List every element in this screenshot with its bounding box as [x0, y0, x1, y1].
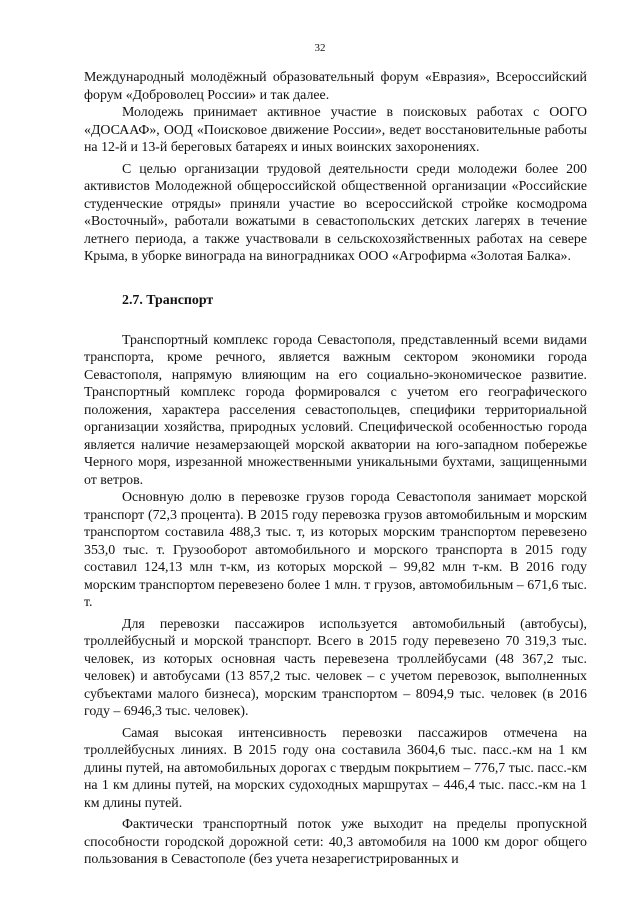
- paragraph: Фактически транспортный поток уже выходит на пределы пропускной способности городской дорожной сети: 40,3 автомобиля на 1000 км дорог общего пользования в Севастополе (без учета незарегистрированных и: [84, 817, 587, 867]
- paragraph: Транспортный комплекс города Севастополя, представленный всеми видами транспорта, кроме речного, является важным сектором экономики города Севастополя, напрямую влияющим на его социально-экономическое развитие. Транспортный комплекс города формировался с учетом его географического положения, характера расселения севастопольцев, специфики территориальной организации хозяйства, природных условий. Специфической особенностью города является наличие незамерзающей морской акватории на юго-западном побережье Черного моря, изрезанной множественными уникальными бухтами, защищенными от ветров.: [84, 332, 587, 488]
- paragraph: Международный молодёжный образовательный форум «Евразия», Всероссийский форум «Доброволец России» и так далее.: [84, 70, 587, 103]
- page-body: [84, 69, 587, 869]
- paragraph: Для перевозки пассажиров используется автомобильный (автобусы), троллейбусный и морской транспорт. Всего в 2015 году перевезено 70 319,3 тыс. человек, из которых основная часть перевезена троллейбусами (48 367,2 тыс. человек) и автобусами (13 857,2 тыс. человек – с учетом перевозок, выполненных субъектами малого бизнеса), морским транспортом – 8094,9 тыс. человек (в 2016 году – 6946,3 тыс. человек).: [84, 616, 587, 719]
- page-number: 32: [314, 42, 326, 54]
- paragraph: Самая высокая интенсивность перевозки пассажиров отмечена на троллейбусных линиях. В 2015 году она составила 3604,6 тыс. пасс.-км на 1 км длины путей, на автомобильных дорогах с твердым покрытием – 776,7 тыс. пасс.-км на 1 км длины путей, на морских судоходных маршрутах – 446,4 тыс. пасс.-км на 1 км длины путей.: [84, 725, 587, 811]
- paragraph: С целью организации трудовой деятельности среди молодежи более 200 активистов Молодежной общероссийской общественной организации «Российские студенческие отряды» приняли участие во всероссийской стройке космодрома «Восточный», работали вожатыми в севастопольских детских лагерях в течение летнего периода, а также участвовали в сельскохозяйственных работах на севере Крыма, в уборке винограда на виноградниках ООО «Агрофирма «Золотая Балка».: [84, 161, 587, 264]
- paragraph: Основную долю в перевозке грузов города Севастополя занимает морской транспорт (72,3 процента). В 2015 году перевозка грузов автомобильным и морским транспортом составила 488,3 тыс. т, из которых морским транспортом перевезено 353,0 тыс. т. Грузооборот автомобильного и морского транспорта в 2015 году составил 124,13 млн т-км, из которых морской – 99,82 млн т-км. В 2016 году морским транспортом перевезено более 1 млн. т грузов, автомобильным – 671,6 тыс. т.: [84, 490, 587, 610]
- paragraph: Молодежь принимает активное участие в поисковых работах с ООГО «ДОСААФ», ООД «Поисковое движение России», ведет восстановительные работы на 12-й и 13-й береговых батареях и иных воинских захоронениях.: [84, 105, 587, 155]
- section-heading: 2.7. Транспорт: [122, 292, 214, 308]
